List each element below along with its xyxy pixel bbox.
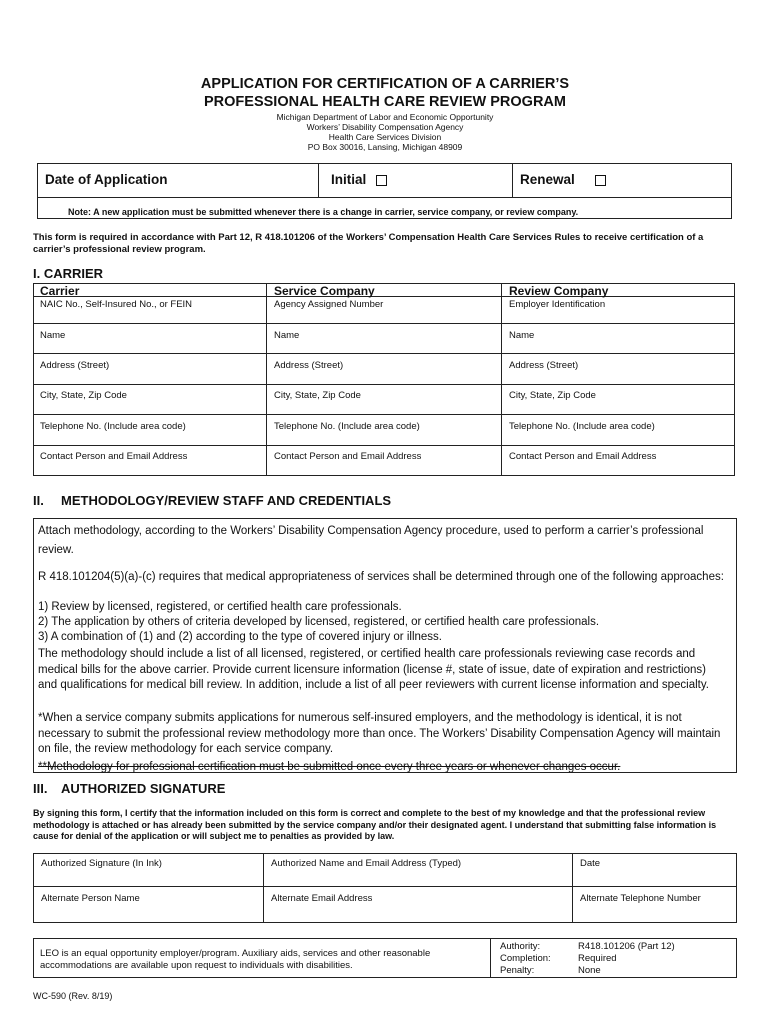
alternate-telephone-field[interactable]: Alternate Telephone Number (580, 893, 701, 904)
methodology-list-item-1: 1) Review by licensed, registered, or certified health care professionals. (38, 601, 402, 613)
divider (318, 163, 319, 197)
methodology-paragraph-2: R 418.101204(5)(a)-(c) requires that medical appropriateness of services shall be determined through one of the following approaches: (38, 571, 724, 583)
agency-name: Michigan Department of Labor and Economic Opportunity (276, 112, 494, 122)
signature-date-field[interactable]: Date (580, 858, 601, 869)
column-header-service-company: Service Company (274, 284, 375, 298)
checkbox-icon[interactable] (595, 175, 606, 186)
divider (33, 886, 737, 887)
application-note: Note: A new application must be submitted whenever there is a change in carrier, service company, or review company. (68, 207, 579, 217)
divider (572, 853, 573, 923)
divider (33, 414, 735, 415)
carrier-phone-field[interactable]: Telephone No. (Include area code) (40, 421, 186, 432)
review-contact-field[interactable]: Contact Person and Email Address (509, 451, 657, 462)
methodology-paragraph-5: **Methodology for professional certification must be submitted once every three years or whenever changes occur. (38, 761, 621, 773)
review-phone-field[interactable]: Telephone No. (Include area code) (509, 421, 655, 432)
service-phone-field[interactable]: Telephone No. (Include area code) (274, 421, 420, 432)
service-name-field[interactable]: Name (274, 330, 300, 341)
checkbox-icon[interactable] (376, 175, 387, 186)
completion-label: Completion: (500, 953, 551, 964)
penalty-label: Penalty: (500, 965, 535, 976)
penalty-value: None (578, 965, 601, 976)
divider (263, 853, 264, 923)
agency-division: Workers’ Disability Compensation Agency (306, 122, 464, 132)
renewal-checkbox[interactable] (520, 172, 606, 187)
methodology-section-number: II. (33, 493, 44, 508)
carrier-contact-field[interactable]: Contact Person and Email Address (40, 451, 188, 462)
service-contact-field[interactable]: Contact Person and Email Address (274, 451, 422, 462)
alternate-person-name-field[interactable]: Alternate Person Name (41, 893, 140, 904)
initial-checkbox[interactable] (331, 172, 387, 187)
divider (33, 296, 735, 297)
divider (33, 353, 735, 354)
agency-address: PO Box 30016, Lansing, Michigan 48909 (307, 142, 463, 152)
authority-label: Authority: (500, 941, 541, 952)
review-address-field[interactable]: Address (Street) (509, 360, 579, 371)
methodology-list-item-2: 2) The application by others of criteria developed by licensed, registered, or certified health care professionals. (38, 616, 600, 628)
signature-section-heading: AUTHORIZED SIGNATURE (61, 781, 226, 796)
divider (33, 445, 735, 446)
carrier-id-field[interactable]: NAIC No., Self-Insured No., or FEIN (40, 299, 193, 310)
carrier-city-field[interactable]: City, State, Zip Code (40, 390, 127, 401)
divider (266, 283, 267, 476)
authorized-signature-field[interactable]: Authorized Signature (In Ink) (41, 858, 162, 869)
methodology-paragraph-3: The methodology should include a list of all licensed, registered, or certified health care professionals reviewing case records and medical bills for the above carrier. Provide current licensure information (license #, state of issue, date of expiration and restrictions) and qualifications for medical bill review. In addition, include a list of all peer reviewers with current license information and specialty. (38, 648, 709, 691)
signature-section-number: III. (33, 781, 48, 796)
divider (37, 197, 732, 198)
initial-label: Initial (331, 172, 367, 187)
service-address-field[interactable]: Address (Street) (274, 360, 344, 371)
authority-value: R418.101206 (Part 12) (578, 941, 675, 952)
form-title-line1: APPLICATION FOR CERTIFICATION OF A CARRIER’S (200, 76, 570, 92)
carrier-name-field[interactable]: Name (40, 330, 66, 341)
service-city-field[interactable]: City, State, Zip Code (274, 390, 361, 401)
methodology-list-item-3: 3) A combination of (1) and (2) according to the type of covered injury or illness. (38, 631, 442, 643)
review-city-field[interactable]: City, State, Zip Code (509, 390, 596, 401)
divider (33, 384, 735, 385)
agency-subdivision: Health Care Services Division (328, 132, 442, 142)
divider (33, 323, 735, 324)
methodology-section-heading: METHODOLOGY/REVIEW STAFF AND CREDENTIALS (61, 493, 392, 508)
divider (501, 283, 502, 476)
carrier-address-field[interactable]: Address (Street) (40, 360, 110, 371)
form-title-line2: PROFESSIONAL HEALTH CARE REVIEW PROGRAM (204, 94, 566, 110)
column-header-review-company: Review Company (509, 284, 609, 298)
column-header-carrier: Carrier (40, 284, 80, 298)
authorized-name-email-field[interactable]: Authorized Name and Email Address (Typed) (271, 858, 462, 869)
carrier-section-heading: I. CARRIER (33, 266, 104, 281)
certification-statement: By signing this form, I certify that the information included on this form is correct and complete to the best of my knowledge and that the professional review methodology is attached or has already been submitted by the service company and/or their designated agent. I understand that submitting false information is cause for denial of the application or will subject me to penalties as provided by law. (33, 808, 717, 841)
service-id-field[interactable]: Agency Assigned Number (274, 299, 384, 310)
review-name-field[interactable]: Name (509, 330, 535, 341)
methodology-paragraph-4: *When a service company submits applications for numerous self-insured employers, and the methodology is identical, it is not necessary to submit the professional review methodology more than once. The Workers’ Disability Compensation Agency will maintain on file, the review methodology for each service company. (38, 712, 721, 755)
equal-opportunity-statement: LEO is an equal opportunity employer/program. Auxiliary aids, services and other reasonable accommodations are available upon request to individuals with disabilities. (40, 948, 431, 971)
alternate-email-field[interactable]: Alternate Email Address (271, 893, 373, 904)
intro-text: This form is required in accordance with Part 12, R 418.101206 of the Workers’ Compensation Health Care Services Rules to receive certification of a carrier’s professional review program. (33, 232, 704, 255)
form-number: WC-590 (Rev. 8/19) (33, 991, 113, 1001)
review-id-field[interactable]: Employer Identification (509, 299, 606, 310)
carrier-table (33, 283, 735, 476)
divider (512, 163, 513, 197)
date-of-application-label: Date of Application (45, 172, 168, 187)
renewal-label: Renewal (520, 172, 575, 187)
divider (490, 938, 491, 978)
methodology-paragraph-1: Attach methodology, according to the Workers’ Disability Compensation Agency procedure, used to perform a carrier’s professional review. (38, 525, 704, 556)
completion-value: Required (578, 953, 617, 964)
